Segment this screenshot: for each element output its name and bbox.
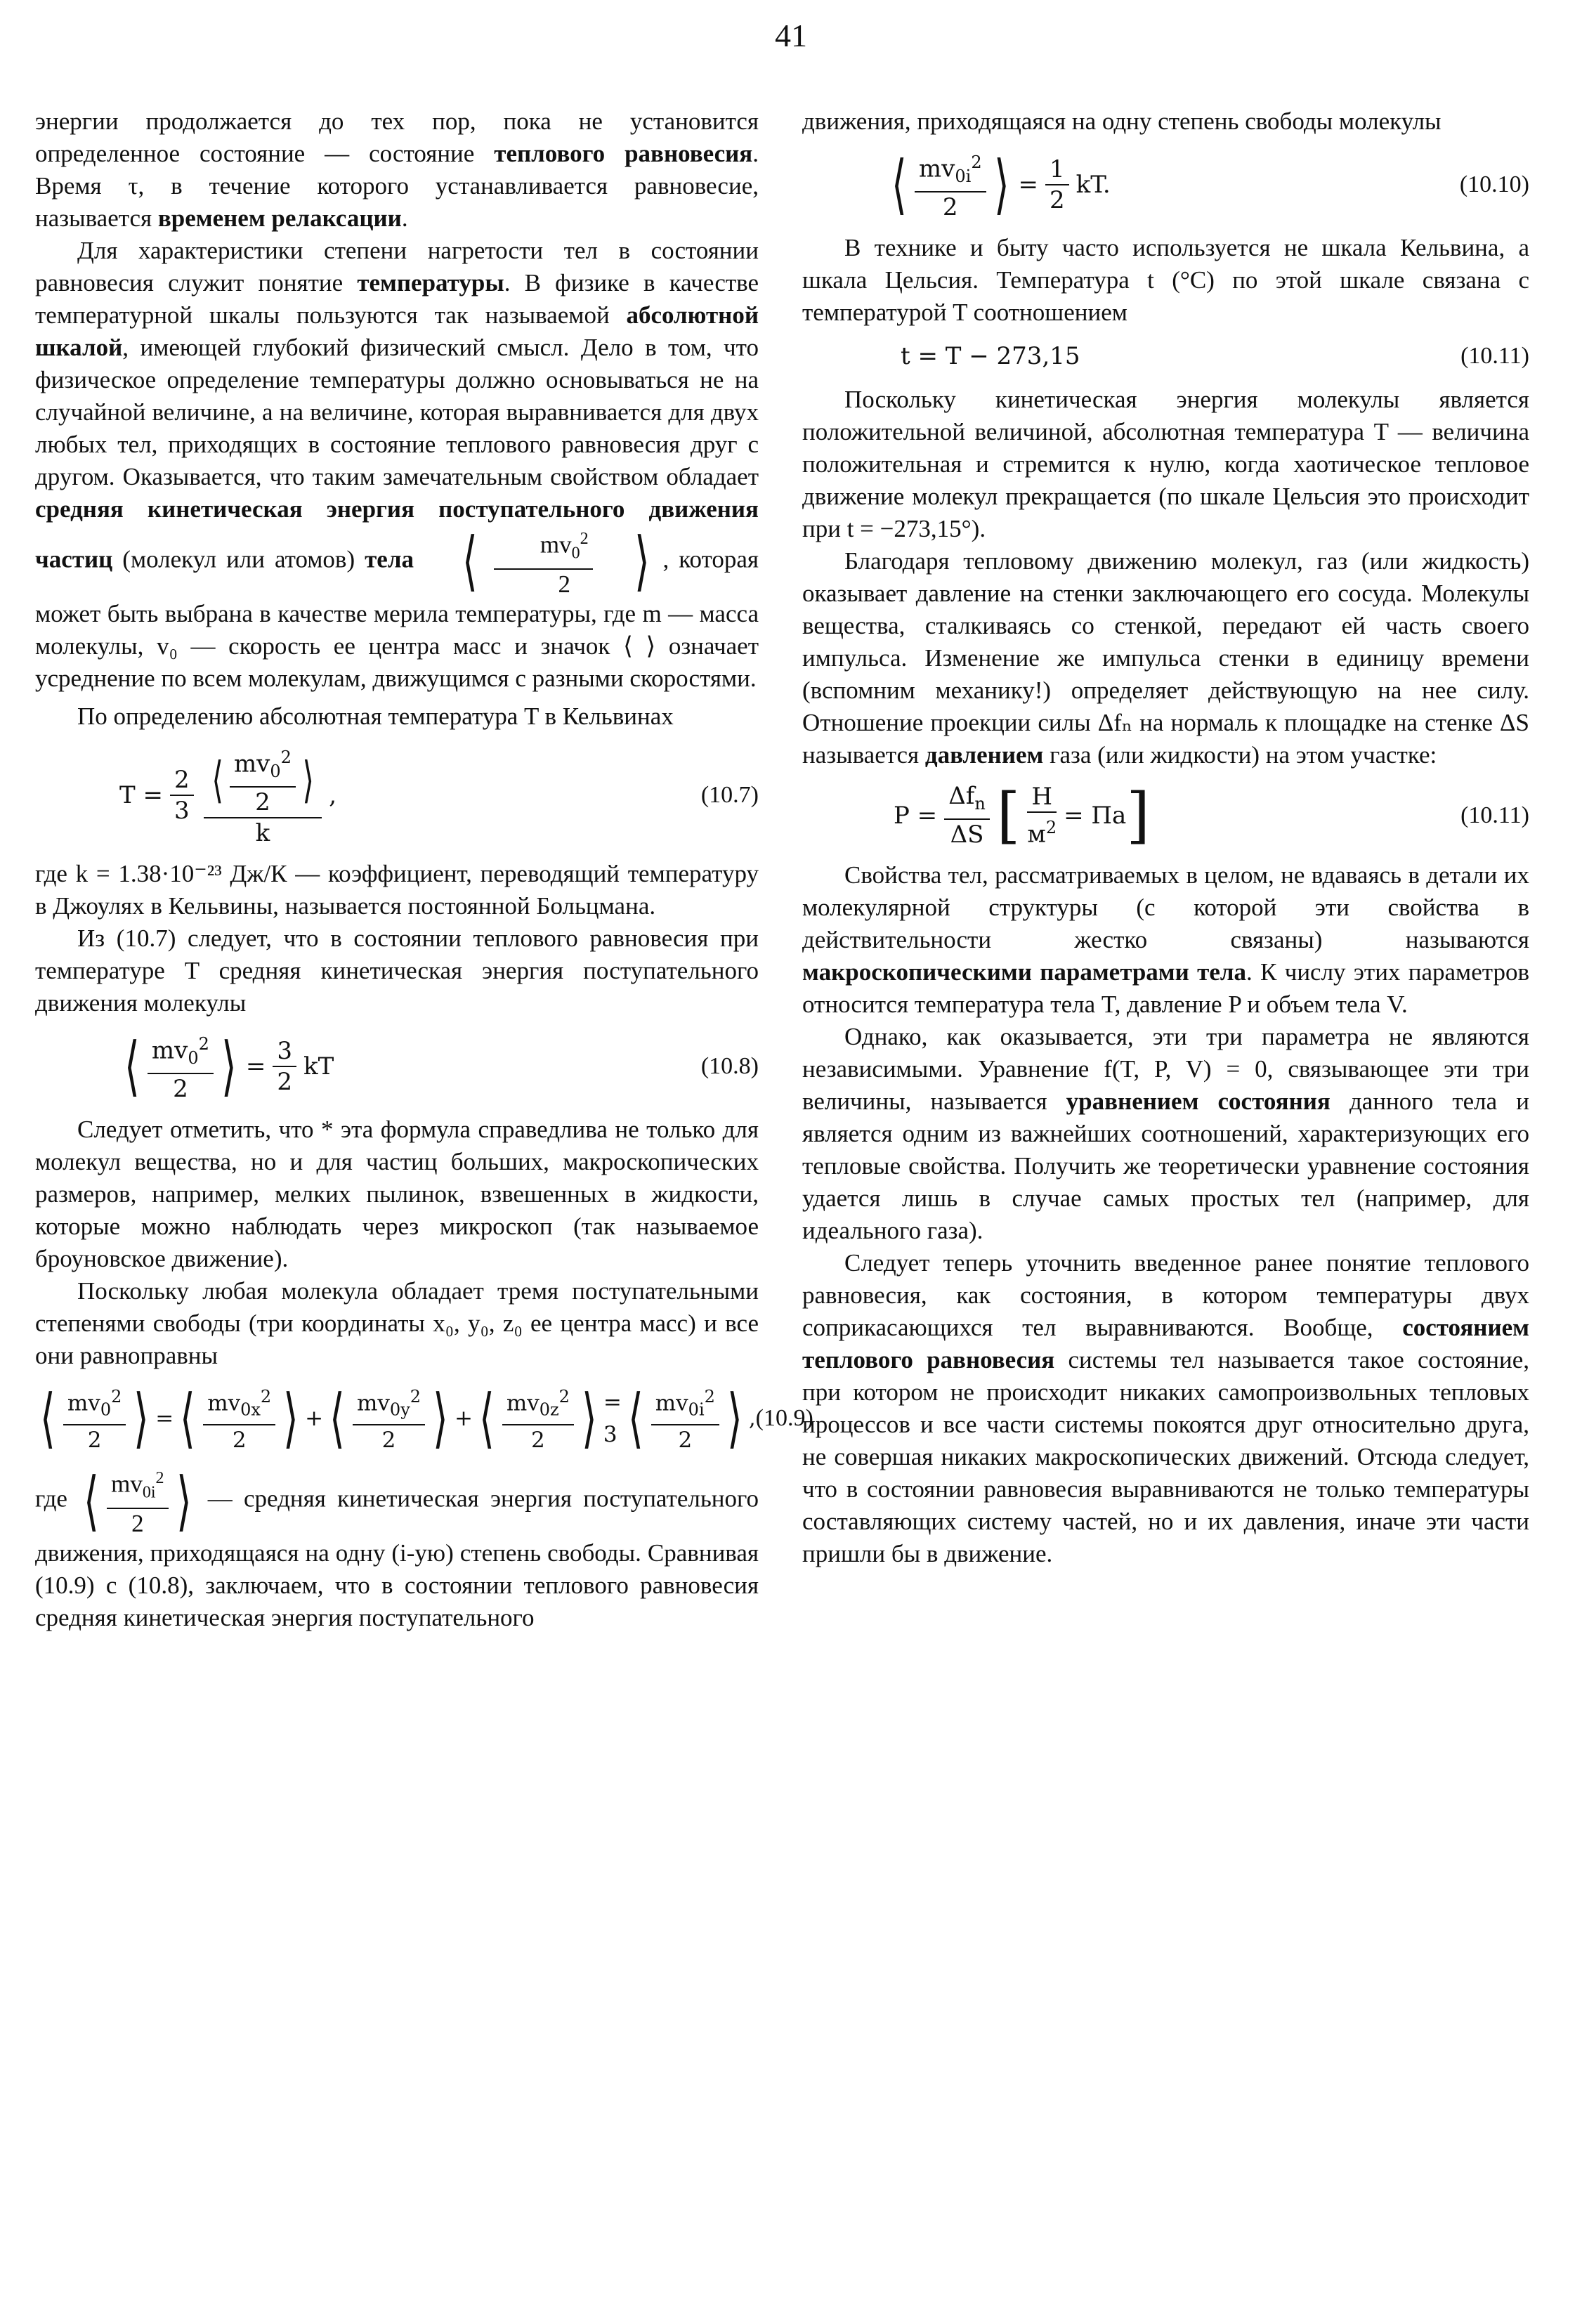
paragraph: где ⟨ $\frac{mv_{0i}^2}{2}$ ⟩ — средняя кинетическая энергия поступательного движения, приходящаяся на одну (i-ую) степень свободы. Сравнивая (10.9) с (10.8), заключаем, что в состоянии теплового равновесия средняя кинетическая энергия поступательного bbox=[35, 1465, 759, 1632]
equation-10-8: ⟨ $\frac{mv_0^2}{2}$ ⟩ = $\frac{3}{2}$ kT (10.8) bbox=[124, 1028, 759, 1104]
equation-number: (10.10) bbox=[1459, 171, 1529, 198]
paragraph: Поскольку кинетическая энергия молекулы является положительной величиной, абсолютная температура T — величина положительная и стремится к нулю, когда хаотическое тепловое движение молекул прекращается (по шкале Цельсия это происходит при t = −273,15°). bbox=[802, 386, 1529, 543]
page-number: 41 bbox=[775, 18, 807, 53]
inline-formula: ⟨ $\frac{mv_{0i}^2}{2}$ ⟩ bbox=[84, 1465, 192, 1538]
inline-formula: ⟨ $\frac{mv_0^2}{2}$ ⟩ bbox=[462, 525, 650, 598]
paragraph: В технике и быту часто используется не шкала Кельвина, а шкала Цельсия. Температура t (°C) по этой шкале связана с температурой T соотношением bbox=[802, 234, 1529, 327]
paragraph: Поскольку любая молекула обладает тремя поступательными степенями свободы (три координаты x₀, y₀, z₀ ее центра масс) и все они равноправны bbox=[35, 1277, 759, 1369]
equation-text: t = T − 273,15 bbox=[901, 342, 1080, 371]
paragraph: Свойства тел, рассматриваемых в целом, не вдаваясь в детали их молекулярной структуры (с которой эти свойства в действительности жестко связаны) называются макроскопическими параметрами тела. К числу этих параметров относится температура тела T, давление P и объем тела V. bbox=[802, 861, 1529, 1018]
equation-10-9: ⟨ $\frac{mv_0^2}{2}$ ⟩ = ⟨ $\frac{mv_{0x}^2}{2}$ ⟩ + ⟨ $\frac{mv_{0y}^2}{2}$ ⟩ + ⟨ $\frac{mv_{0z}^2}{2}$ ⟩ = 3 ⟨ $\frac{mv_{0i}^2}{2}$ ⟩ , (10.9) bbox=[40, 1380, 813, 1456]
paragraph: энергии продолжается до тех пор, пока не установится определенное состояние — состояние теплового равновесия. Время τ, в течение которого устанавливается равновесие, называется временем релаксации. bbox=[35, 107, 759, 232]
paragraph: Следует отметить, что * эта формула справедлива не только для молекул вещества, но и для частиц больших, макроскопических размеров, например, мелких пылинок, взвешенных в жидкости, которые можно наблюдать через микроскоп (так называемое броуновское движение). bbox=[35, 1115, 759, 1272]
paragraph: где k = 1.38·10⁻²³ Дж/К — коэффициент, переводящий температуру в Джоулях в Кельвины, называется постоянной Больцмана. bbox=[35, 859, 759, 920]
equation-10-11a bbox=[802, 340, 1529, 372]
paragraph: Благодаря тепловому движению молекул, газ (или жидкость) оказывает давление на стенки заключающего его сосуда. Молекулы вещества, сталкиваясь со стенкой, передают ей часть своего импульса. Изменение же импульса стенки в единицу времени (вспомним механику!) определяет действующую на нее силу. Отношение проекции силы Δfₙ на нормаль к площадке на стенке ΔS называется давлением газа (или жидкости) на этом участке: bbox=[802, 547, 1529, 769]
equation-number: (10.11) bbox=[1460, 343, 1529, 370]
equation-10-10: ⟨ $\frac{mv_{0i}^2}{2}$ ⟩ = $\frac{1}{2}$ kT. (10.10) bbox=[891, 147, 1529, 223]
equation-number: (10.11) bbox=[1460, 802, 1529, 828]
equation-number: (10.9) bbox=[755, 1405, 813, 1432]
equation-number: (10.8) bbox=[700, 1052, 759, 1079]
paragraph: Следует теперь уточнить введенное ранее понятие теплового равновесия, как состояния, в котором температуры двух соприкасающихся тел выравниваются. Вообще, состоянием теплового равновесия системы тел называется такое состояние, при котором не происходит никаких самопроизвольных тепловых процессов и все части системы покоятся друг относительно друга, не совершая никаких макроскопических движений. Отсюда следует, что в состоянии равновесия выравниваются не только температуры составляющих систему частей, но и их давления, иначе эти части пришли бы в движение. bbox=[802, 1248, 1529, 1567]
paragraph: движения, приходящаяся на одну степень свободы молекулы bbox=[802, 107, 1442, 135]
right-column bbox=[802, 105, 1529, 1570]
equation-10-7: T = $\frac{2}{3}$ ⟨ $\frac{mv_0^2}{2}$ ⟩ k , (10.7) bbox=[35, 744, 759, 847]
equation-10-11b: P = $\frac{\Delta f_n}{\Delta S}$ [ $\frac{H}{м^2}$ = Па ] (10.11) bbox=[894, 780, 1529, 851]
paragraph: Для характеристики степени нагретости тел в состоянии равновесия служит понятие температуры. В физике в качестве температурной шкалы пользуются так называемой абсолютной шкалой, имеющей глубокий физический смысл. Дело в том, что физическое определение температуры должно основываться не на случайной величине, а на величине, которая выравнивается для двух любых тел, приходящих в состояние теплового равновесия друг с другом. Оказывается, что таким замечательным свойством обладает средняя кинетическая энергия поступательного движения частиц (молекул или атомов) тела ⟨ $\frac{mv_0^2}{2}$ ⟩ , которая может быть выбрана в качестве мерила температуры, где m — масса молекулы, v₀ — скорость ее центра масс и значок ⟨ ⟩ означает усреднение по всем молекулам, движущимся с разными скоростями. bbox=[35, 237, 759, 692]
paragraph: По определению абсолютная температура T в Кельвинах bbox=[77, 702, 674, 730]
equation-number: (10.7) bbox=[700, 781, 759, 808]
paragraph: Из (10.7) следует, что в состоянии теплового равновесия при температуре T средняя кинетическая энергия поступательного движения молекулы bbox=[35, 924, 759, 1017]
paragraph: Однако, как оказывается, эти три параметра не являются независимыми. Уравнение f(T, P, V) = 0, связывающее эти три величины, называется уравнением состояния данного тела и является одним из важнейших соотношений, характеризующих его тепловые свойства. Получить же теоретически уравнение состояния удается лишь в случае самых простых тел (например, для идеального газа). bbox=[802, 1022, 1529, 1244]
left-column bbox=[35, 105, 813, 1634]
